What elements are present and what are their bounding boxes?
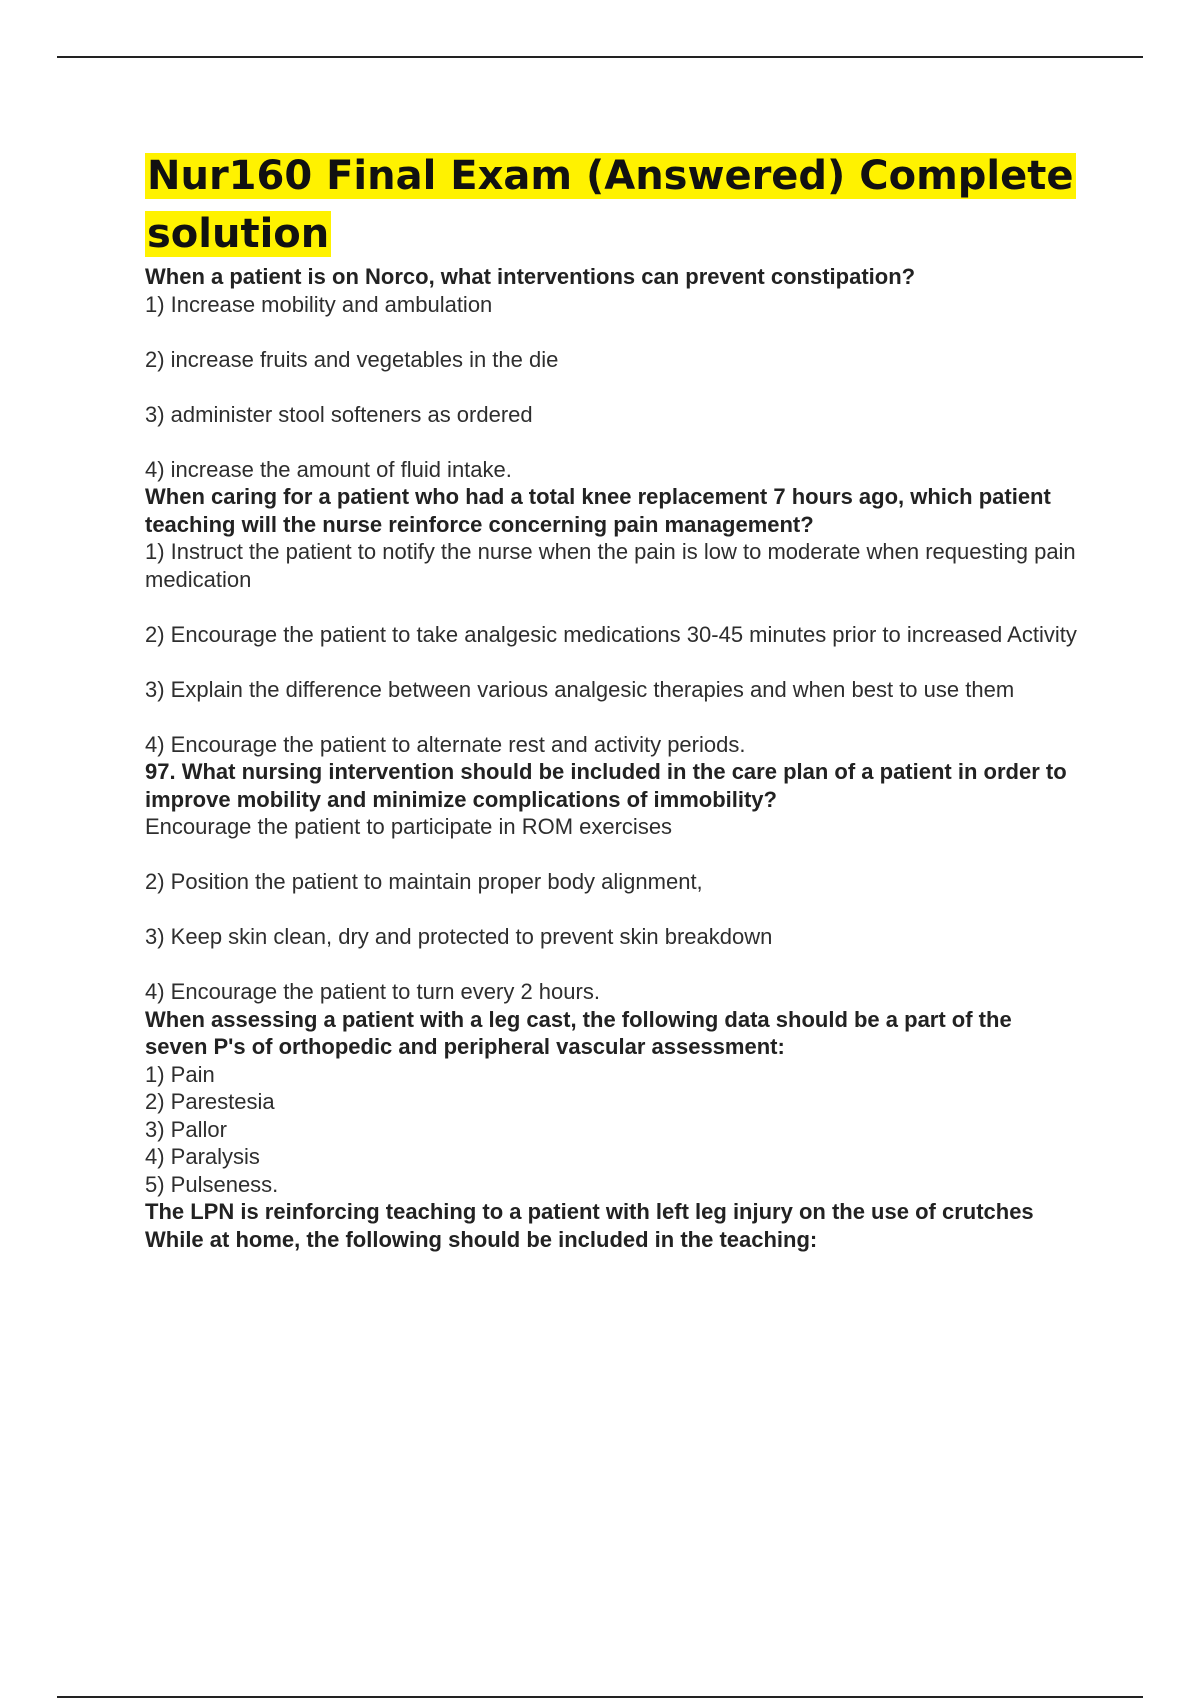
- answer-item: 2) Parestesia: [145, 1089, 275, 1114]
- answer-item: 4) increase the amount of fluid intake.: [145, 456, 512, 482]
- question-text: [145, 1006, 1095, 1061]
- question-block: [145, 758, 1095, 1006]
- answer-list: [145, 291, 1095, 484]
- answer-item: 3) Pallor: [145, 1116, 227, 1142]
- question-line: While at home, the following should be included in the teaching:: [145, 1226, 818, 1252]
- bottom-rule: [57, 1696, 1143, 1698]
- answer-item: Encourage the patient to participate in ROM exercises: [145, 814, 673, 839]
- answer-item: 2) Position the patient to maintain proper body alignment,: [145, 869, 703, 894]
- answer-item: 3) Keep skin clean, dry and protected to prevent skin breakdown: [145, 924, 773, 949]
- document-body: [145, 147, 1095, 1253]
- answer-item: 1) Instruct the patient to notify the nurse when the pain is low to moderate when requesting pain medication: [145, 539, 1076, 592]
- answer-item: 4) Encourage the patient to turn every 2 hours.: [145, 979, 600, 1004]
- question-line: improve mobility and minimize complications of immobility?: [145, 786, 777, 812]
- question-line: When caring for a patient who had a total knee replacement 7 hours ago, which patient: [145, 484, 1051, 509]
- answer-item: 2) increase fruits and vegetables in the die: [145, 346, 559, 372]
- question-text: [145, 758, 1095, 813]
- answer-item: 4) Encourage the patient to alternate rest and activity periods.: [145, 731, 746, 757]
- question-line: seven P's of orthopedic and peripheral vascular assessment:: [145, 1034, 785, 1059]
- answer-item: 1) Increase mobility and ambulation: [145, 291, 493, 317]
- question-text: [145, 483, 1095, 538]
- question-block: [145, 1006, 1095, 1199]
- question-line: The LPN is reinforcing teaching to a patient with left leg injury on the use of crutches: [145, 1199, 1034, 1224]
- question-text: [145, 1198, 1095, 1253]
- answer-list: [145, 1061, 1095, 1199]
- answer-item: 3) administer stool softeners as ordered: [145, 401, 533, 427]
- question-text: [145, 263, 1095, 291]
- question-line: teaching will the nurse reinforce concerning pain management?: [145, 511, 814, 537]
- answer-list: [145, 813, 1095, 1006]
- answer-item: 3) Explain the difference between various analgesic therapies and when best to use them: [145, 676, 1015, 702]
- question-block: [145, 483, 1095, 758]
- answer-item: 5) Pulseness.: [145, 1171, 279, 1197]
- question-block: [145, 263, 1095, 483]
- title-highlight: Nur160 Final Exam (Answered) Complete solution: [147, 153, 1074, 257]
- top-rule: [57, 56, 1143, 58]
- question-line: When assessing a patient with a leg cast, the following data should be a part of the: [145, 1006, 1012, 1032]
- question-block: [145, 1198, 1095, 1253]
- answer-item: 2) Encourage the patient to take analgesic medications 30-45 minutes prior to increased Activity: [145, 621, 1077, 647]
- question-list: [145, 263, 1095, 1253]
- document-title: [145, 147, 1095, 263]
- answer-list: [145, 538, 1095, 758]
- question-line: 97. What nursing intervention should be included in the care plan of a patient in order to: [145, 759, 1067, 784]
- answer-item: 1) Pain: [145, 1061, 215, 1087]
- answer-item: 4) Paralysis: [145, 1144, 260, 1169]
- question-line: When a patient is on Norco, what interventions can prevent constipation?: [145, 264, 916, 289]
